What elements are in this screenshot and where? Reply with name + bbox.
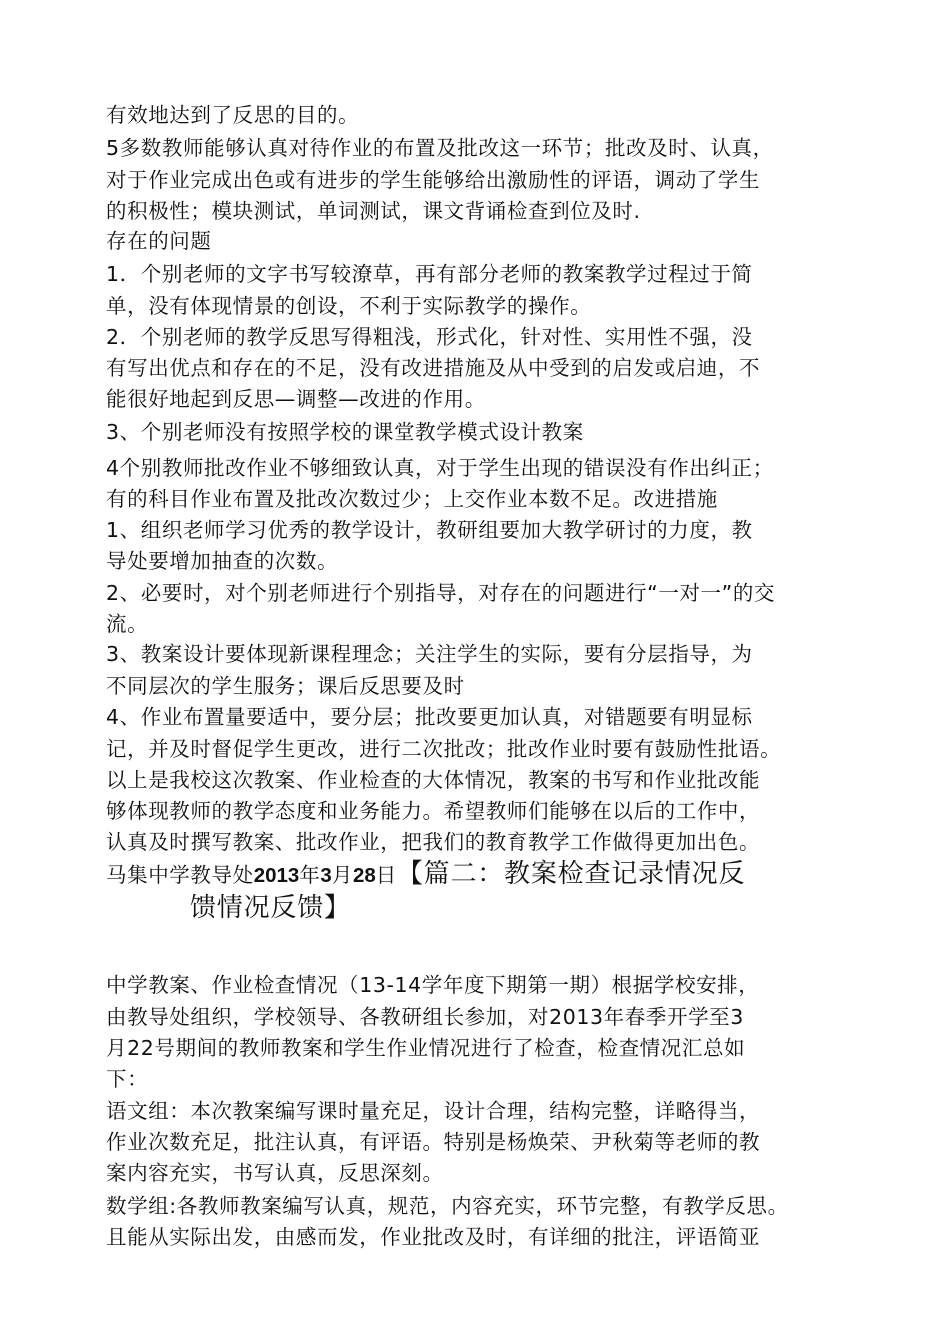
signoff-line xyxy=(106,858,745,892)
text-line: 5多数教师能够认真对待作业的布置及批改这一环节；批改及时、认真， xyxy=(106,136,774,160)
signoff-day-char: 日 xyxy=(375,863,397,887)
text-line: 有的科目作业布置及批改次数过少；上交作业本数不足。改进措施 xyxy=(106,487,718,511)
text-line: 数学组:各教师教案编写认真，规范，内容充实，环节完整，有教学反思。 xyxy=(106,1194,789,1218)
text-line: 3、个别老师没有按照学校的课堂教学模式设计教案 xyxy=(106,420,584,444)
text-line: 单，没有体现情景的创设，不利于实际教学的操作。 xyxy=(106,294,592,318)
signoff-month-char: 月 xyxy=(331,863,353,887)
text-line: 对于作业完成出色或有进步的学生能够给出激励性的评语，调动了学生 xyxy=(106,168,761,192)
signoff-year-char: 年 xyxy=(299,863,321,887)
text-line: 4个别教师批改作业不够细致认真，对于学生出现的错误没有作出纠正； xyxy=(106,456,774,480)
text-line: 导处要增加抽查的次数。 xyxy=(106,549,339,573)
signoff-org: 马集中学教导处 xyxy=(106,863,254,887)
text-line: 有写出优点和存在的不足，没有改进措施及从中受到的启发或启迪，不 xyxy=(106,356,761,380)
text-line: 由教导处组织，学校领导、各教研组长参加，对2013年春季开学至3 xyxy=(106,1005,744,1029)
signoff-year: 2013 xyxy=(253,864,300,887)
text-line: 1、组织老师学习优秀的教学设计，教研组要加大教学研讨的力度，教 xyxy=(106,518,753,542)
text-line: 流。 xyxy=(106,612,149,636)
text-line: 记，并及时督促学生更改，进行二次批改；批改作业时要有鼓励性批语。 xyxy=(106,737,782,761)
text-line: 4、作业布置量要适中，要分层；批改要更加认真，对错题要有明显标 xyxy=(106,705,753,729)
text-line: 3、教案设计要体现新课程理念；关注学生的实际，要有分层指导，为 xyxy=(106,642,753,666)
text-line: 案内容充实，书写认真，反思深刻。 xyxy=(106,1161,444,1185)
signoff-day: 28 xyxy=(352,864,376,887)
text-line: 中学教案、作业检查情况（13-14学年度下期第一期）根据学校安排， xyxy=(106,973,760,997)
text-line: 认真及时撰写教案、批改作业，把我们的教育教学工作做得更加出色。 xyxy=(106,830,761,854)
text-line: 能很好地起到反思—调整—改进的作用。 xyxy=(106,387,486,411)
text-line: 以上是我校这次教案、作业检查的大体情况，教案的书写和作业批改能 xyxy=(106,768,761,792)
text-line: 1．个别老师的文字书写较潦草，再有部分老师的教案教学过程过于简 xyxy=(106,262,753,286)
part-two-heading: 【篇二：教案检查记录情况反 xyxy=(396,859,746,889)
text-line: 下： xyxy=(106,1067,149,1091)
text-line: 有效地达到了反思的目的。 xyxy=(106,103,360,127)
text-line: 够体现教师的教学态度和业务能力。希望教师们能够在以后的工作中， xyxy=(106,799,761,823)
section-heading: 存在的问题 xyxy=(106,229,212,253)
text-line: 的积极性；模块测试，单词测试，课文背诵检查到位及时. xyxy=(106,199,641,223)
text-line: 语文组：本次教案编写课时量充足，设计合理，结构完整，详略得当， xyxy=(106,1099,761,1123)
text-line: 月22号期间的教师教案和学生作业情况进行了检查，检查情况汇总如 xyxy=(106,1036,746,1060)
text-line: 2．个别老师的教学反思写得粗浅，形式化，针对性、实用性不强，没 xyxy=(106,325,753,349)
part-two-heading-cont: 馈情况反馈】 xyxy=(190,893,351,923)
text-line: 不同层次的学生服务；课后反思要及时 xyxy=(106,674,465,698)
text-line: 作业次数充足，批注认真，有评语。特别是杨焕荣、尹秋菊等老师的教 xyxy=(106,1130,761,1154)
text-line: 2、必要时，对个别老师进行个别指导，对存在的问题进行“一对一”的交 xyxy=(106,581,776,605)
text-line: 且能从实际出发，由感而发，作业批改及时，有详细的批注，评语简亚 xyxy=(106,1225,761,1249)
signoff-month: 3 xyxy=(320,864,332,887)
